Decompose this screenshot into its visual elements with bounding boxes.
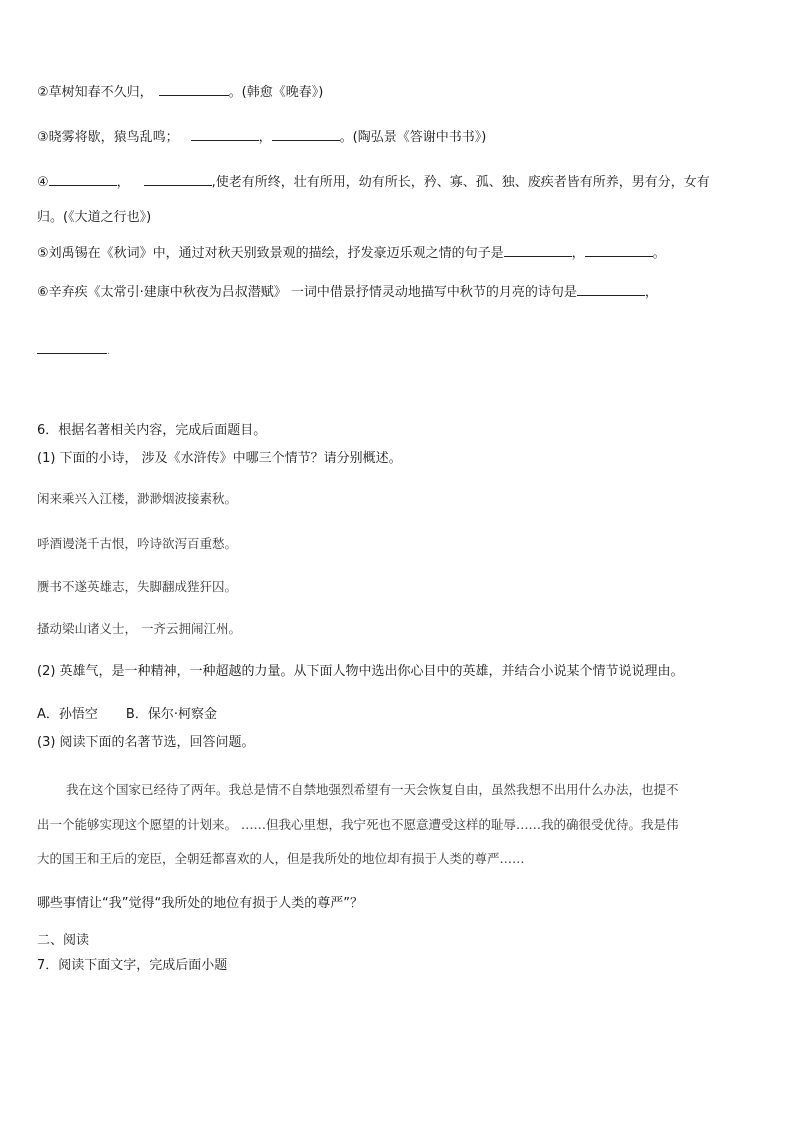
- item-5-sep: ，: [571, 246, 585, 261]
- answer-blank[interactable]: [191, 127, 259, 141]
- item-3: [37, 127, 764, 147]
- passage-line: 我在这个国家已经待了两年。我总是情不自禁地强烈希望有一天会恢复自由，虽然我想不出用什么办法，也提不: [66, 782, 679, 797]
- answer-blank[interactable]: [585, 243, 653, 257]
- item-6-post: ，: [644, 285, 658, 300]
- item-3-pre: ③晓雾将歇，猿鸟乱鸣；: [37, 130, 179, 145]
- passage-line: 出一个能够实现这个愿望的计划来。 ……但我心里想，我宁死也不愿意遭受这样的耻辱……我的确很受优待。我是伟: [37, 817, 679, 832]
- question-6-title: 6．根据名著相关内容，完成后面题目。: [37, 423, 267, 438]
- poem-line: 呼酒谩浇千古恨，吟诗欲泻百重愁。: [37, 536, 238, 551]
- poem-line: 闲来乘兴入江楼，渺渺烟波接素秋。: [37, 491, 238, 506]
- item-3-post: 。(陶弘景《答谢中书书》): [339, 130, 487, 145]
- item-5-pre: ⑤刘禹锡在《秋词》中，通过对秋天别致景观的描绘，抒发豪迈乐观之情的句子是: [37, 246, 504, 261]
- section-2-title: 二、阅读: [37, 933, 90, 948]
- item-6: [37, 282, 764, 302]
- answer-blank[interactable]: [49, 172, 117, 186]
- answer-blank[interactable]: [504, 243, 572, 257]
- question-6-sub2: (2) 英雄气，是一种精神，一种超越的力量。从下面人物中选出你心目中的英雄，并结合小说某个情节说说理由。: [37, 664, 684, 679]
- question-7-title: 7．阅读下面文字，完成后面小题: [37, 958, 228, 973]
- item-4: [37, 172, 764, 192]
- question-6-sub1: (1) 下面的小诗， 涉及《水浒传》中哪三个情节？请分别概述。: [37, 451, 402, 466]
- option-b: B．保尔·柯察金: [125, 707, 217, 722]
- answer-blank[interactable]: [37, 340, 107, 354]
- item-4-sep: ，: [116, 175, 130, 190]
- item-2-pre: ②草树知春不久归，: [37, 85, 153, 100]
- item-4-cont: 归。(《大道之行也》): [37, 210, 152, 225]
- item-4-post: ,使老有所终，壮有所用，幼有所长，矜、寡、孤、独、废疾者皆有所养，男有分，女有: [211, 175, 710, 190]
- answer-blank[interactable]: [577, 282, 645, 296]
- question-6-prompt: 哪些事情让“我”觉得“我所处的地位有损于人类的尊严”？: [37, 896, 363, 911]
- answer-blank[interactable]: [144, 172, 212, 186]
- item-4-pre: ④: [37, 175, 49, 190]
- question-6-sub3: (3) 阅读下面的名著节选，回答问题。: [37, 735, 255, 750]
- option-a: A．孙悟空: [37, 707, 98, 722]
- item-6-continued: [37, 340, 764, 361]
- item-6-pre: ⑥辛弃疾《太常引·建康中秋夜为吕叔潜赋》 一词中借景抒情灵动地描写中秋节的月亮的诗句是: [37, 285, 577, 300]
- item-2-post: 。(韩愈《晚春》): [228, 85, 324, 100]
- passage-line: 大的国王和王后的宠臣，全朝廷都喜欢的人，但是我所处的地位却有损于人类的尊严……: [37, 851, 525, 866]
- item-5: [37, 243, 764, 263]
- item-2: [37, 82, 764, 102]
- poem-line: 赝书不遂英雄志，失脚翻成狴犴囚。: [37, 579, 238, 594]
- options-row: [37, 706, 764, 724]
- poem-line: 搔动梁山诸义士， 一齐云拥闹江州。: [37, 621, 241, 636]
- item-3-sep: ，: [258, 130, 272, 145]
- item-4-continued: [37, 209, 764, 227]
- item-5-post: 。: [652, 246, 666, 261]
- item-6-cont-end: .: [107, 346, 111, 357]
- answer-blank[interactable]: [159, 82, 229, 96]
- answer-blank[interactable]: [272, 127, 340, 141]
